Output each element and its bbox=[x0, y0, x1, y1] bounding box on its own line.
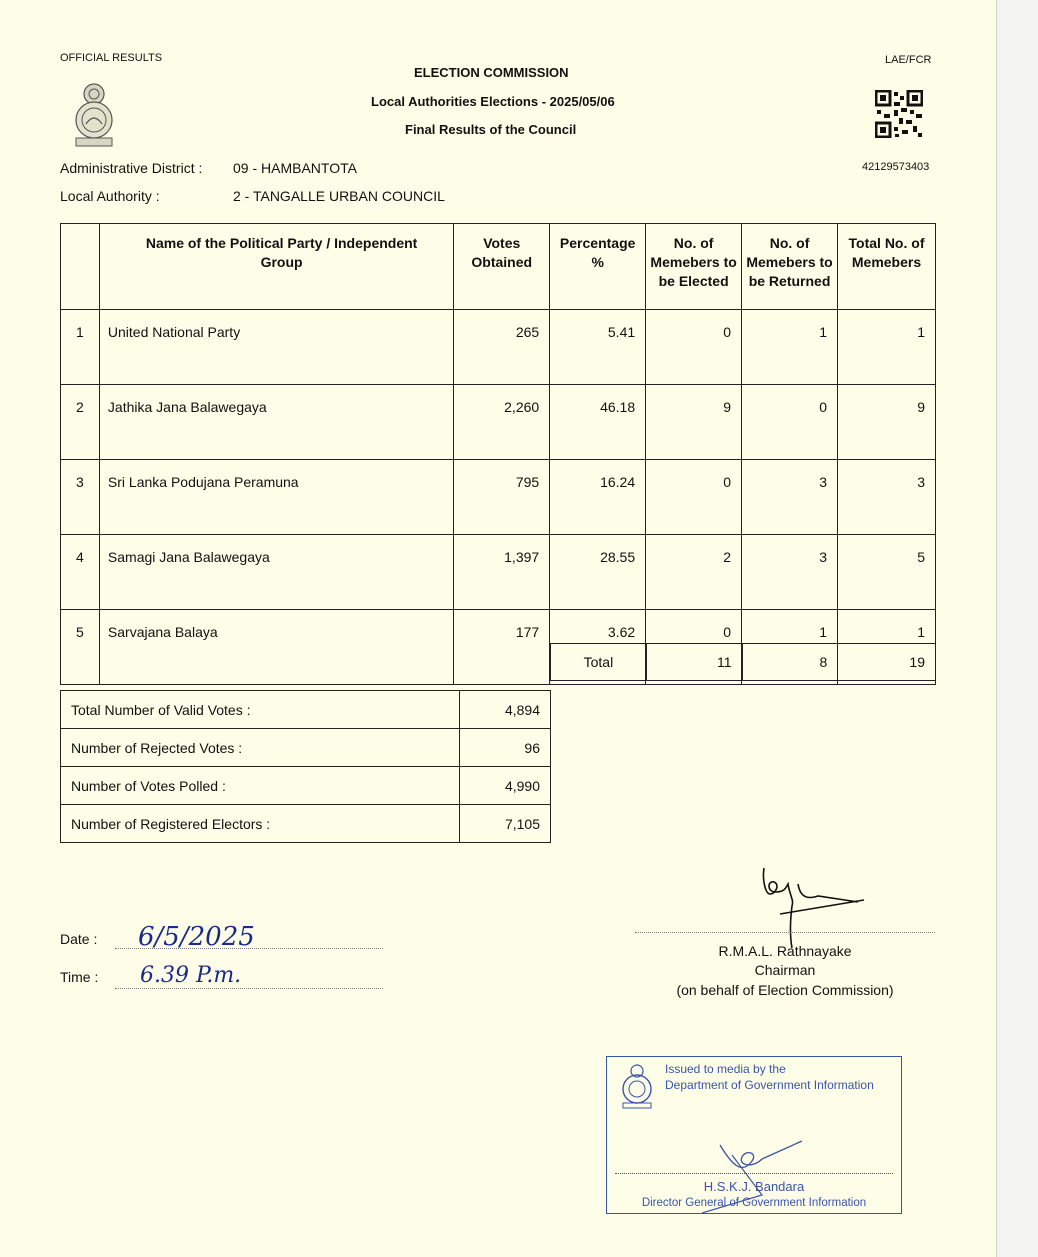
table-row bbox=[61, 385, 936, 460]
table-row bbox=[61, 460, 936, 535]
summary-label: Number of Votes Polled : bbox=[61, 767, 460, 805]
members-returned: 0 bbox=[742, 385, 838, 460]
handwritten-date: 6/5/2025 bbox=[138, 922, 255, 952]
date-label: Date : bbox=[60, 931, 98, 947]
table-row bbox=[61, 535, 936, 610]
handwritten-time: 6.39 P.m. bbox=[140, 963, 242, 988]
members-total: 1 bbox=[838, 610, 936, 685]
header-votes: Votes Obtained bbox=[454, 224, 550, 310]
members-elected: 0 bbox=[646, 610, 742, 685]
percentage: 28.55 bbox=[550, 535, 646, 610]
qr-code-icon bbox=[875, 90, 923, 138]
votes-obtained: 795 bbox=[454, 460, 550, 535]
members-returned: 1 bbox=[742, 310, 838, 385]
votes-obtained: 1,397 bbox=[454, 535, 550, 610]
header-total: Total No. of Memebers bbox=[838, 224, 936, 310]
members-returned: 3 bbox=[742, 535, 838, 610]
table-row bbox=[61, 310, 936, 385]
party-name: Sri Lanka Podujana Peramuna bbox=[99, 460, 453, 535]
document-serial: 42129573403 bbox=[862, 161, 930, 173]
row-index: 3 bbox=[61, 460, 100, 535]
totals-table bbox=[550, 643, 936, 681]
chairman-signature-icon bbox=[740, 862, 870, 952]
media-issue-stamp bbox=[606, 1056, 902, 1214]
row-index: 1 bbox=[61, 310, 100, 385]
results-table bbox=[60, 223, 936, 685]
members-elected: 0 bbox=[646, 310, 742, 385]
summary-value: 4,990 bbox=[460, 767, 551, 805]
election-title: Local Authorities Elections - 2025/05/06 bbox=[371, 94, 615, 109]
total-returned: 8 bbox=[742, 644, 838, 681]
commission-title: ELECTION COMMISSION bbox=[414, 65, 569, 80]
official-results-label: OFFICIAL RESULTS bbox=[60, 52, 163, 64]
results-header-row bbox=[61, 224, 936, 310]
totals-row bbox=[551, 644, 936, 681]
members-elected: 0 bbox=[646, 460, 742, 535]
stamp-line-2: Department of Government Information bbox=[665, 1078, 874, 1092]
party-name: Samagi Jana Balawegaya bbox=[99, 535, 453, 610]
votes-obtained: 2,260 bbox=[454, 385, 550, 460]
district-value: 09 - HAMBANTOTA bbox=[233, 160, 357, 176]
party-name: United National Party bbox=[99, 310, 453, 385]
stamp-signer-title: Director General of Government Information bbox=[641, 1197, 867, 1209]
members-total: 3 bbox=[838, 460, 936, 535]
members-total: 1 bbox=[838, 310, 936, 385]
viewer-side-strip bbox=[996, 0, 1038, 1257]
stamp-signer: H.S.K.J. Bandara bbox=[703, 1179, 805, 1194]
header-index bbox=[61, 224, 100, 310]
percentage: 46.18 bbox=[550, 385, 646, 460]
signer-note: (on behalf of Election Commission) bbox=[676, 982, 894, 998]
votes-obtained: 265 bbox=[454, 310, 550, 385]
summary-row bbox=[61, 805, 551, 843]
members-total: 9 bbox=[838, 385, 936, 460]
total-members: 19 bbox=[838, 644, 936, 681]
time-line bbox=[115, 988, 383, 989]
header-percentage: Percentage % bbox=[550, 224, 646, 310]
members-returned: 1 bbox=[742, 610, 838, 685]
summary-label: Number of Registered Electors : bbox=[61, 805, 460, 843]
row-index: 2 bbox=[61, 385, 100, 460]
votes-obtained: 177 bbox=[454, 610, 550, 685]
header-returned: No. of Memebers to be Returned bbox=[742, 224, 838, 310]
vote-summary-table bbox=[60, 690, 551, 843]
summary-row bbox=[61, 729, 551, 767]
time-label: Time : bbox=[60, 969, 99, 985]
government-emblem-icon bbox=[617, 1063, 657, 1109]
signer-title: Chairman bbox=[754, 962, 816, 978]
stamp-signature-line bbox=[615, 1173, 893, 1174]
signer-name: R.M.A.L. Rathnayake bbox=[718, 943, 852, 959]
percentage: 5.41 bbox=[550, 310, 646, 385]
header-elected: No. of Memebers to be Elected bbox=[646, 224, 742, 310]
percentage: 3.62 bbox=[550, 610, 646, 685]
authority-label: Local Authority : bbox=[60, 188, 160, 204]
results-subtitle: Final Results of the Council bbox=[405, 122, 577, 137]
percentage: 16.24 bbox=[550, 460, 646, 535]
members-elected: 2 bbox=[646, 535, 742, 610]
members-elected: 9 bbox=[646, 385, 742, 460]
signature-line bbox=[635, 932, 935, 933]
row-index: 4 bbox=[61, 535, 100, 610]
total-label: Total bbox=[551, 644, 647, 681]
district-label: Administrative District : bbox=[60, 160, 203, 176]
total-elected: 11 bbox=[646, 644, 742, 681]
party-name: Jathika Jana Balawegaya bbox=[99, 385, 453, 460]
national-emblem-icon bbox=[68, 80, 120, 148]
row-index: 5 bbox=[61, 610, 100, 685]
summary-row bbox=[61, 691, 551, 729]
summary-row bbox=[61, 767, 551, 805]
summary-label: Total Number of Valid Votes : bbox=[61, 691, 460, 729]
form-code: LAE/FCR bbox=[885, 54, 932, 66]
authority-value: 2 - TANGALLE URBAN COUNCIL bbox=[233, 188, 445, 204]
members-returned: 3 bbox=[742, 460, 838, 535]
summary-label: Number of Rejected Votes : bbox=[61, 729, 460, 767]
header-party: Name of the Political Party / Independent Group bbox=[99, 224, 453, 310]
party-name: Sarvajana Balaya bbox=[99, 610, 453, 685]
summary-value: 96 bbox=[460, 729, 551, 767]
stamp-line-1: Issued to media by the bbox=[665, 1062, 786, 1076]
summary-value: 7,105 bbox=[460, 805, 551, 843]
members-total: 5 bbox=[838, 535, 936, 610]
summary-value: 4,894 bbox=[460, 691, 551, 729]
